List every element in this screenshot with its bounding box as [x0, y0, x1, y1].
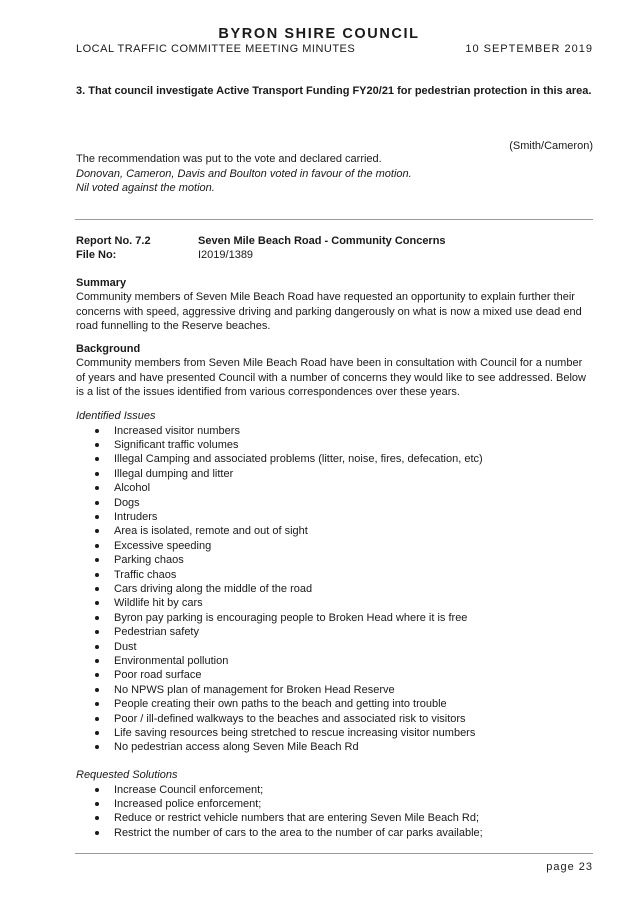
report-label: Report No. 7.2	[76, 235, 151, 247]
list-item: Illegal Camping and associated problems (litter, noise, fires, defecation, etc)	[76, 452, 593, 466]
movers: (Smith/Cameron)	[509, 140, 593, 152]
list-item: No pedestrian access along Seven Mile Beach Rd	[76, 740, 593, 754]
list-item: Increased police enforcement;	[76, 797, 593, 811]
vote-record	[76, 152, 593, 196]
list-item: Area is isolated, remote and out of sight	[76, 524, 593, 538]
list-item: People creating their own paths to the beach and getting into trouble	[76, 697, 593, 711]
list-item: No NPWS plan of management for Broken Head Reserve	[76, 683, 593, 697]
list-item: Wildlife hit by cars	[76, 596, 593, 610]
solutions-list	[76, 783, 593, 841]
list-item: Reduce or restrict vehicle numbers that are entering Seven Mile Beach Rd;	[76, 811, 593, 825]
report-title: Seven Mile Beach Road - Community Concerns	[198, 235, 446, 247]
list-item: Excessive speeding	[76, 539, 593, 553]
background-section	[76, 342, 593, 400]
list-item: Pedestrian safety	[76, 625, 593, 639]
list-item: Traffic chaos	[76, 568, 593, 582]
resolution-item: 3. That council investigate Active Transport Funding FY20/21 for pedestrian protection in this area.	[76, 85, 592, 97]
list-item: Illegal dumping and litter	[76, 467, 593, 481]
list-item: Life saving resources being stretched to rescue increasing visitor numbers	[76, 726, 593, 740]
list-item: Poor / ill-defined walkways to the beaches and associated risk to visitors	[76, 712, 593, 726]
file-number: I2019/1389	[198, 249, 254, 261]
vote-in-favour: Donovan, Cameron, Davis and Boulton voted in favour of the motion.	[76, 167, 412, 180]
meeting-date: 10 SEPTEMBER 2019	[465, 43, 593, 55]
vote-against: Nil voted against the motion.	[76, 182, 215, 194]
council-name: BYRON SHIRE COUNCIL	[218, 26, 420, 42]
list-item: Dust	[76, 640, 593, 654]
list-item: Alcohol	[76, 481, 593, 495]
meeting-title: LOCAL TRAFFIC COMMITTEE MEETING MINUTES	[76, 43, 356, 55]
list-item: Parking chaos	[76, 553, 593, 567]
page-header	[76, 43, 593, 55]
summary-heading: Summary	[76, 277, 127, 289]
list-item: Intruders	[76, 510, 593, 524]
list-item: Poor road surface	[76, 668, 593, 682]
vote-carried: The recommendation was put to the vote and declared carried.	[76, 153, 382, 165]
divider	[75, 219, 593, 220]
issues-heading: Identified Issues	[76, 410, 156, 422]
list-item: Increased visitor numbers	[76, 424, 593, 438]
list-item: Restrict the number of cars to the area to the number of car parks available;	[76, 826, 593, 840]
list-item: Dogs	[76, 496, 593, 510]
list-item: Byron pay parking is encouraging people to Broken Head where it is free	[76, 611, 593, 625]
list-item: Cars driving along the middle of the road	[76, 582, 593, 596]
page-number: page 23	[546, 861, 593, 873]
summary-section	[76, 276, 593, 334]
background-heading: Background	[76, 343, 141, 355]
solutions-heading: Requested Solutions	[76, 769, 178, 781]
issues-list	[76, 424, 593, 755]
footer-divider	[75, 853, 593, 854]
summary-text: Community members of Seven Mile Beach Road have requested an opportunity to explain further their concerns with speed, aggressive driving and parking dangerously on what is now a mixed use dead end road funnelling to the Reserve beaches.	[76, 291, 582, 332]
list-item: Environmental pollution	[76, 654, 593, 668]
report-line	[76, 234, 446, 249]
solutions-section	[76, 768, 593, 840]
list-item: Increase Council enforcement;	[76, 783, 593, 797]
file-line	[76, 248, 253, 263]
issues-section	[76, 409, 593, 755]
file-label: File No:	[76, 249, 117, 261]
list-item: Significant traffic volumes	[76, 438, 593, 452]
background-text: Community members from Seven Mile Beach Road have been in consultation with Council for a number of years and have presented Council with a number of concerns they would like to see addressed. Below is a list of the issues identified from various correspondences over these years.	[76, 357, 586, 398]
